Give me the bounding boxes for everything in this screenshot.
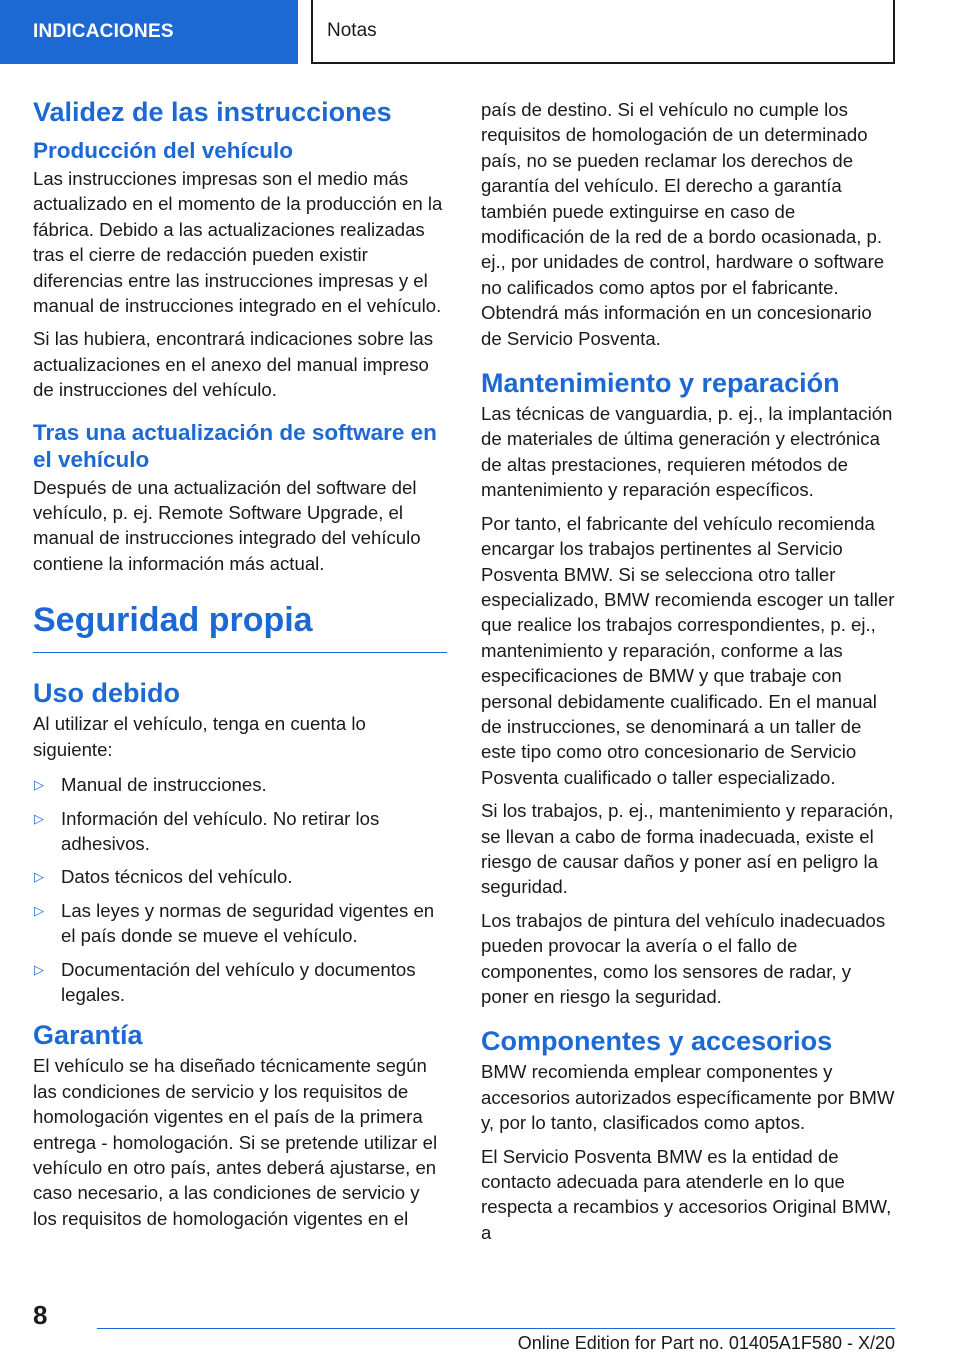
paragraph-garantia: El vehículo se ha diseñado técnicamente según las condiciones de servicio y los requisitos de homologación vigentes en el país de la primera entrega - homologación. Si se pretende utilizar el vehículo en otro país, antes deberá ajustarse, en caso necesario, a las condiciones de servicio y los requisitos de homologación vigentes en el	[33, 1055, 438, 1229]
list-item: ▷ Documentación del vehículo y documentos legales.	[34, 958, 416, 1005]
tab-indicaciones[interactable]: INDICACIONES	[0, 0, 298, 64]
paragraph-produccion-1: Las instrucciones impresas son el medio más actualizado en el momento de la producción en la fábrica. Debido a las actualizaciones realizadas tras el cierre de redacción pueden existir diferencias entre las instrucciones impresas y el manual de instrucciones integrado en el vehículo.	[33, 168, 443, 317]
triangle-bullet-icon: ▷	[34, 810, 44, 826]
list-item: ▷ Las leyes y normas de seguridad vigentes en el país donde se mueve el vehículo.	[34, 899, 435, 947]
paragraph-garantia-cont: país de destino. Si el vehículo no cumple los requisitos de homologación de un determinado país, no se pueden reclamar los derechos de garantía del vehículo. El derecho a garantía también puede extinguirse en caso de modificación de la red de a bordo ocasionada, p. ej., por unidades de control, hardware o software no calificados como aptos por el fabricante. Obtendrá más información en un concesionario de Servicio Posventa.	[481, 99, 885, 349]
paragraph-mantenimiento-3: Si los trabajos, p. ej., mantenimiento y reparación, se llevan a cabo de forma inadecuada, existe el riesgo de causar daños y poner así en peligro la seguridad.	[481, 800, 894, 898]
heading-garantia: Garantía	[33, 1020, 143, 1051]
paragraph-mantenimiento-2: Por tanto, el fabricante del vehículo recomienda encargar los trabajos pertinentes al Servicio Posventa BMW. Si se selecciona otro taller especializado, BMW recomienda escoger un taller que realice los trabajos correspondientes, p. ej., mantenimiento y reparación, conforme a las especificaciones de BMW y que trabaje con personal debidamente cualificado. En el manual de instrucciones, se denominará a un taller de este tipo como otro concesionario de Servicio Posventa cualificado o taller especializado.	[481, 512, 895, 788]
list-item: ▷ Datos técnicos del vehículo.	[33, 864, 447, 889]
heading-produccion: Producción del vehículo	[33, 138, 294, 163]
list-item: ▷ Manual de instrucciones.	[33, 772, 447, 797]
triangle-bullet-icon: ▷	[34, 902, 44, 918]
triangle-bullet-icon: ▷	[34, 777, 44, 793]
heading-validez: Validez de las instrucciones	[33, 97, 392, 127]
footer-edition: Online Edition for Part no. 01405A1F580 - X/20	[517, 1333, 895, 1353]
paragraph-mantenimiento-4: Los trabajos de pintura del vehículo inadecuados pueden provocar la avería o el fallo de componentes, como los sensores de radar, y poner en riesgo la seguridad.	[481, 909, 886, 1007]
list-item: ▷ Información del vehículo. No retirar los adhesivos.	[34, 807, 380, 854]
left-column	[33, 96, 447, 1239]
heading-seguridad: Seguridad propia	[33, 598, 447, 653]
paragraph-componentes-2: El Servicio Posventa BMW es la entidad de contacto adecuada para atenderle en lo que respecta a recambios y accesorios Original BMW, a	[481, 1145, 892, 1243]
footer-divider	[97, 1328, 895, 1329]
paragraph-software: Después de una actualización del software del vehículo, p. ej. Remote Software Upgrade, el manual de instrucciones integrado del vehículo contiene la información más actual.	[33, 476, 421, 574]
bullet-list	[33, 772, 447, 1007]
paragraph-uso: Al utilizar el vehículo, tenga en cuenta lo siguiente:	[33, 713, 366, 760]
triangle-bullet-icon: ▷	[34, 961, 44, 977]
paragraph-componentes-1: BMW recomienda emplear componentes y accesorios autorizados específicamente por BMW y, por lo tanto, clasificados como aptos.	[481, 1061, 895, 1134]
paragraph-mantenimiento-1: Las técnicas de vanguardia, p. ej., la implantación de materiales de última generación y electrónica de altas prestaciones, requieren métodos de mantenimiento y reparación específicos.	[481, 403, 893, 501]
triangle-bullet-icon: ▷	[34, 869, 44, 885]
paragraph-produccion-2: Si las hubiera, encontrará indicaciones sobre las actualizaciones en el anexo del manual impreso de instrucciones del vehículo.	[33, 328, 433, 401]
page-number: 8	[33, 1300, 48, 1330]
right-column	[481, 97, 895, 1253]
heading-software: Tras una actualización de software en el vehículo	[33, 419, 437, 472]
heading-mantenimiento: Mantenimiento y reparación	[481, 368, 840, 399]
heading-componentes: Componentes y accesorios	[481, 1026, 833, 1057]
heading-uso: Uso debido	[33, 678, 180, 709]
tab-notas[interactable]: Notas	[311, 0, 895, 64]
